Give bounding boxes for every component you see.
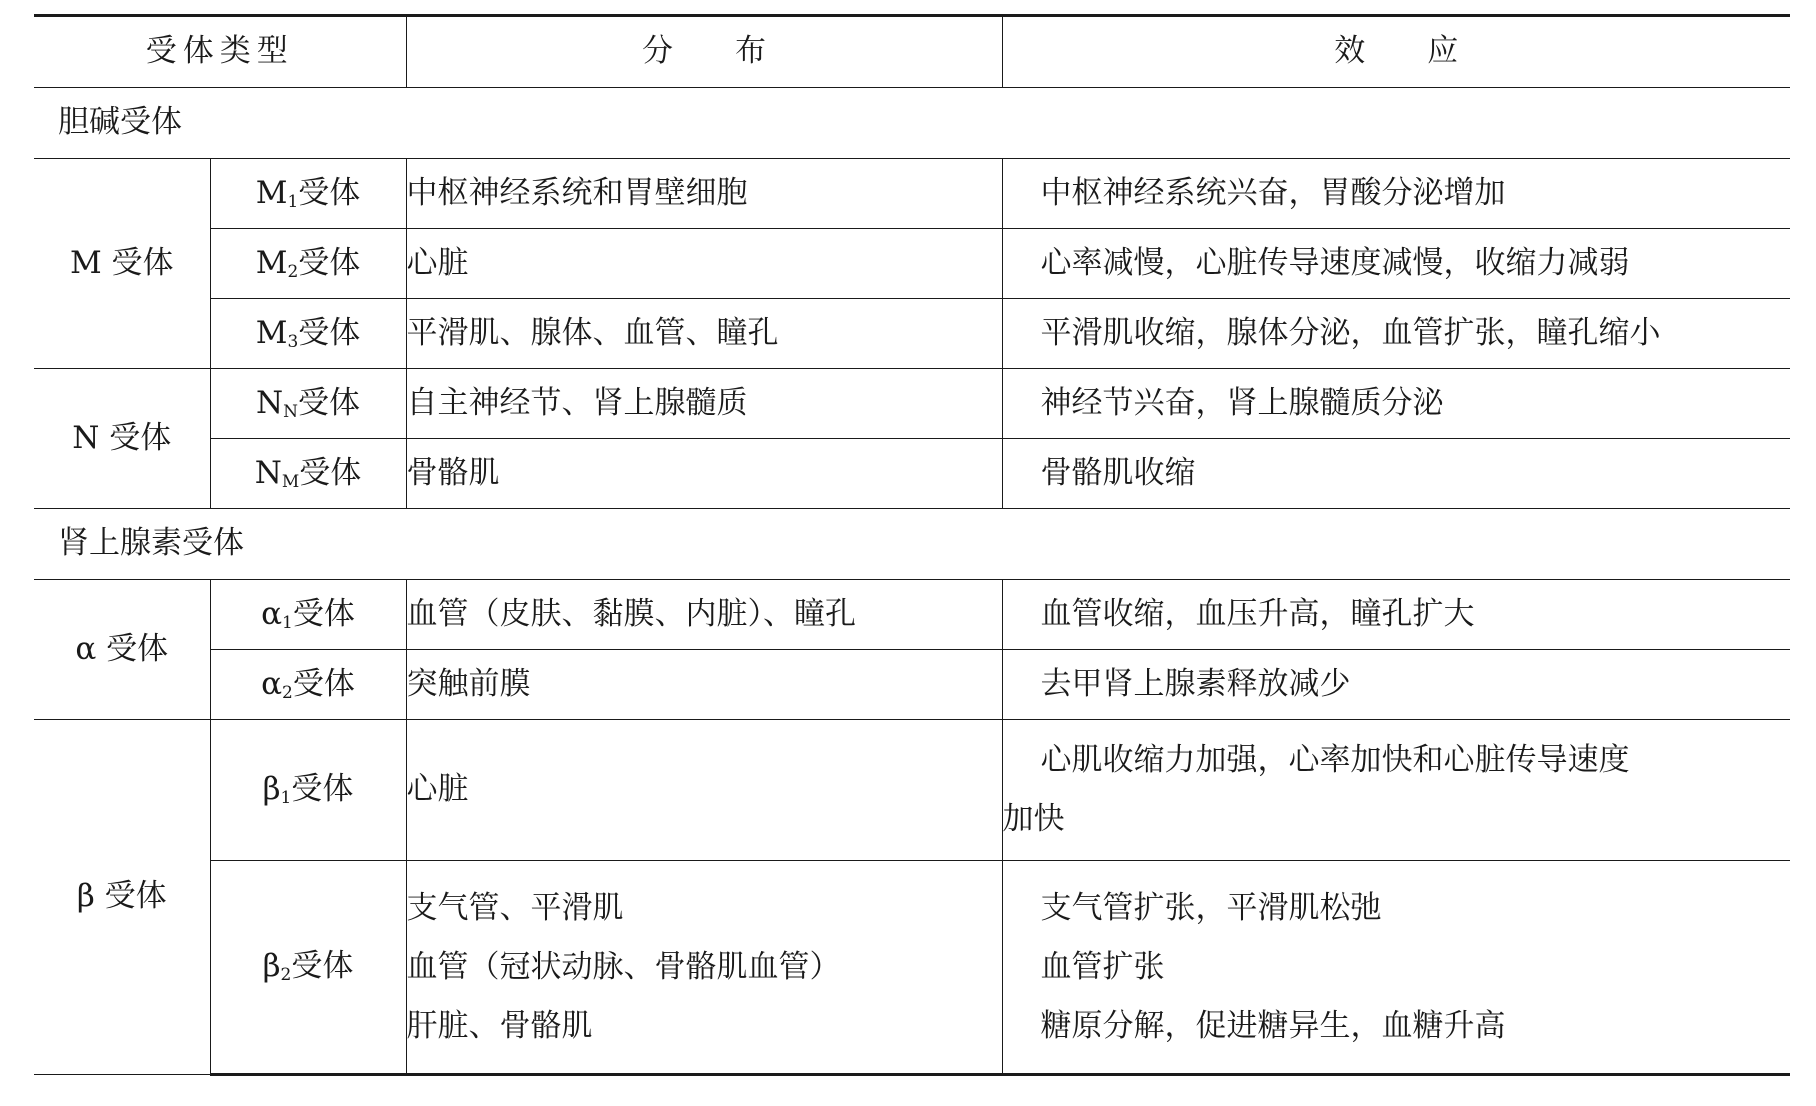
table-row-m2 xyxy=(34,229,1790,299)
distribution-cell xyxy=(406,861,1002,1075)
subtype-a1 xyxy=(210,580,406,650)
group-row-adrenergic xyxy=(34,509,1790,580)
effect-cell xyxy=(1002,720,1790,861)
subtype-subscript: 1 xyxy=(287,191,299,212)
table-row-a1 xyxy=(34,580,1790,650)
effect-text: 骨骼肌收缩 xyxy=(1040,454,1196,491)
effect-text: 神经节兴奋，肾上腺髓质分泌 xyxy=(1040,384,1444,421)
effect-line: 加快 xyxy=(1002,801,1065,837)
header-distribution: 分 布 xyxy=(406,16,1002,88)
family-beta-receptor: β 受体 xyxy=(34,720,210,1075)
group-label-adrenergic: 肾上腺素受体 xyxy=(34,509,1790,580)
table-row-a2 xyxy=(34,650,1790,720)
subtype-m1 xyxy=(210,159,406,229)
distribution-cell: 血管（皮肤、黏膜、内脏）、瞳孔 xyxy=(406,580,1002,650)
subtype-subscript: 1 xyxy=(280,788,292,809)
group-label-cholinergic: 胆碱受体 xyxy=(34,88,1790,159)
table-row-nm xyxy=(34,439,1790,509)
subtype-suffix: 受体 xyxy=(298,314,361,351)
effect-text: 血管收缩，血压升高，瞳孔扩大 xyxy=(1040,595,1475,632)
effect-text: 去甲肾上腺素释放减少 xyxy=(1040,665,1351,702)
subtype-base: α xyxy=(261,595,283,632)
subtype-nm xyxy=(210,439,406,509)
subtype-subscript: N xyxy=(283,401,298,422)
subtype-subscript: 1 xyxy=(282,612,293,633)
effect-cell xyxy=(1002,299,1790,369)
subtype-suffix: 受体 xyxy=(292,665,355,702)
effect-line: 心肌收缩力加强，心率加快和心脏传导速度 xyxy=(1040,742,1630,778)
distribution-line: 支气管、平滑肌 xyxy=(406,889,624,926)
effect-text: 中枢神经系统兴奋，胃酸分泌增加 xyxy=(1040,174,1506,211)
group-row-cholinergic xyxy=(34,88,1790,159)
family-m-receptor: M 受体 xyxy=(34,159,210,369)
subtype-suffix: 受体 xyxy=(298,244,361,281)
header-effect: 效 应 xyxy=(1002,16,1790,88)
effect-cell xyxy=(1002,650,1790,720)
subtype-suffix: 受体 xyxy=(298,174,361,211)
header-receptor-type: 受体类型 xyxy=(34,16,406,88)
subtype-a2 xyxy=(210,650,406,720)
family-alpha-receptor: α 受体 xyxy=(34,580,210,720)
subtype-m3 xyxy=(210,299,406,369)
subtype-nn xyxy=(210,369,406,439)
distribution-cell: 中枢神经系统和胃壁细胞 xyxy=(406,159,1002,229)
subtype-base: β xyxy=(262,771,281,808)
subtype-base: M xyxy=(255,314,288,351)
effect-cell xyxy=(1002,229,1790,299)
receptor-table xyxy=(34,14,1790,1076)
subtype-m2 xyxy=(210,229,406,299)
distribution-cell: 骨骼肌 xyxy=(406,439,1002,509)
distribution-line: 肝脏、骨骼肌 xyxy=(406,1007,593,1044)
effect-line: 血管扩张 xyxy=(1040,948,1165,985)
distribution-cell: 心脏 xyxy=(406,229,1002,299)
subtype-b1 xyxy=(210,720,406,861)
effect-line: 支气管扩张，平滑肌松弛 xyxy=(1040,889,1382,926)
effect-cell xyxy=(1002,580,1790,650)
subtype-subscript: M xyxy=(281,471,300,492)
subtype-base: N xyxy=(254,454,282,491)
subtype-suffix: 受体 xyxy=(291,771,354,808)
subtype-base: α xyxy=(261,665,283,702)
effect-cell xyxy=(1002,861,1790,1075)
subtype-subscript: 3 xyxy=(287,331,299,352)
effect-line: 糖原分解，促进糖异生，血糖升高 xyxy=(1040,1007,1506,1044)
subtype-suffix: 受体 xyxy=(299,454,362,491)
table-row-b1 xyxy=(34,720,1790,861)
distribution-cell: 突触前膜 xyxy=(406,650,1002,720)
subtype-base: M xyxy=(255,244,288,281)
subtype-base: N xyxy=(256,384,284,421)
subtype-suffix: 受体 xyxy=(292,595,355,632)
subtype-subscript: 2 xyxy=(280,965,292,986)
table-row-b2 xyxy=(34,861,1790,1075)
subtype-suffix: 受体 xyxy=(291,948,354,985)
effect-cell xyxy=(1002,159,1790,229)
effect-cell xyxy=(1002,439,1790,509)
table-row-m1 xyxy=(34,159,1790,229)
subtype-base: β xyxy=(262,948,281,985)
distribution-cell: 平滑肌、腺体、血管、瞳孔 xyxy=(406,299,1002,369)
subtype-base: M xyxy=(255,174,288,211)
table-header-row xyxy=(34,16,1790,88)
table-row-m3 xyxy=(34,299,1790,369)
effect-cell xyxy=(1002,369,1790,439)
subtype-suffix: 受体 xyxy=(298,384,360,421)
effect-text: 心率减慢，心脏传导速度减慢，收缩力减弱 xyxy=(1040,244,1630,281)
effect-text: 平滑肌收缩，腺体分泌，血管扩张，瞳孔缩小 xyxy=(1040,314,1661,351)
distribution-line: 血管（冠状动脉、骨骼肌血管） xyxy=(406,948,841,985)
table-row-nn xyxy=(34,369,1790,439)
distribution-cell: 心脏 xyxy=(406,720,1002,861)
family-n-receptor: N 受体 xyxy=(34,369,210,509)
distribution-cell: 自主神经节、肾上腺髓质 xyxy=(406,369,1002,439)
subtype-subscript: 2 xyxy=(282,682,293,703)
subtype-b2 xyxy=(210,861,406,1075)
subtype-subscript: 2 xyxy=(287,261,299,282)
